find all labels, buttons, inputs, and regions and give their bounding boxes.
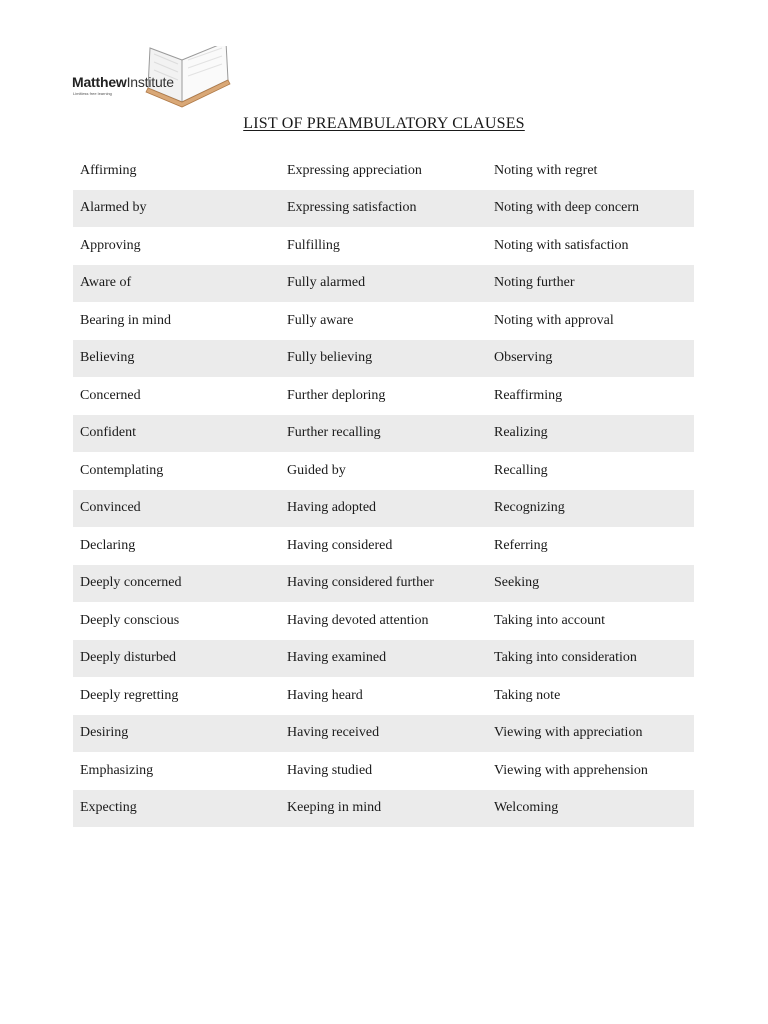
table-cell: Recognizing [487,490,694,528]
table-row [73,490,694,528]
table-row [73,752,694,790]
table-cell: Viewing with appreciation [487,715,694,753]
table-row [73,190,694,228]
table-cell: Taking into account [494,612,605,628]
table-cell: Having devoted attention [287,612,429,628]
table-cell: Keeping in mind [280,790,487,828]
table-cell: Having received [280,715,487,753]
table-cell: Fully believing [280,340,487,378]
table-cell: Recalling [494,462,548,478]
table-cell: Expecting [73,790,280,828]
table-row [73,715,694,753]
table-cell: Further deploring [287,387,386,403]
table-cell: Expressing satisfaction [280,190,487,228]
table-cell: Aware of [73,265,280,303]
table-row [73,152,694,190]
logo-name-light: Institute [126,74,174,90]
table-cell: Further recalling [280,415,487,453]
table-cell: Bearing in mind [80,312,171,328]
table-cell: Fulfilling [287,237,340,253]
logo [72,46,242,112]
table-row [73,790,694,828]
table-row [73,452,694,490]
logo-wordmark [72,74,174,90]
clause-table-body [73,152,694,827]
logo-name-bold: Matthew [72,74,127,90]
table-cell: Observing [487,340,694,378]
table-cell: Seeking [487,565,694,603]
table-row [73,677,694,715]
table-cell: Approving [80,237,141,253]
table-cell: Welcoming [487,790,694,828]
table-cell: Having heard [287,687,363,703]
table-cell: Emphasizing [80,762,154,778]
clause-table [73,152,694,827]
table-cell: Noting further [487,265,694,303]
table-cell: Having considered [287,537,393,553]
table-cell: Alarmed by [73,190,280,228]
table-cell: Desiring [73,715,280,753]
table-cell: Having considered further [280,565,487,603]
table-row [73,265,694,303]
table-cell: Having studied [287,762,373,778]
table-row [73,415,694,453]
table-row [73,640,694,678]
table-cell: Expressing appreciation [287,162,422,178]
table-cell: Noting with satisfaction [494,237,629,253]
table-cell: Realizing [487,415,694,453]
table-cell: Having adopted [280,490,487,528]
logo-tagline: Limitless free learning [73,91,112,96]
table-cell: Deeply disturbed [73,640,280,678]
table-cell: Contemplating [80,462,164,478]
table-row [73,302,694,340]
table-cell: Fully aware [287,312,354,328]
table-cell: Noting with regret [494,162,598,178]
table-cell: Taking into consideration [487,640,694,678]
table-cell: Confident [73,415,280,453]
table-cell: Convinced [73,490,280,528]
table-cell: Deeply regretting [80,687,179,703]
table-cell: Deeply concerned [73,565,280,603]
table-row [73,377,694,415]
table-cell: Referring [494,537,548,553]
table-cell: Having examined [280,640,487,678]
table-row [73,340,694,378]
table-cell: Concerned [80,387,141,403]
table-cell: Declaring [80,537,136,553]
table-cell: Believing [73,340,280,378]
table-cell: Taking note [494,687,561,703]
table-cell: Noting with deep concern [487,190,694,228]
table-cell: Guided by [287,462,346,478]
table-cell: Noting with approval [494,312,614,328]
table-row [73,565,694,603]
table-cell: Reaffirming [494,387,563,403]
table-row [73,227,694,265]
page-title: LIST OF PREAMBULATORY CLAUSES [243,115,525,132]
table-row [73,527,694,565]
table-cell: Affirming [80,162,137,178]
table-cell: Fully alarmed [280,265,487,303]
table-cell: Deeply conscious [80,612,180,628]
table-row [73,602,694,640]
table-cell: Viewing with apprehension [494,762,648,778]
